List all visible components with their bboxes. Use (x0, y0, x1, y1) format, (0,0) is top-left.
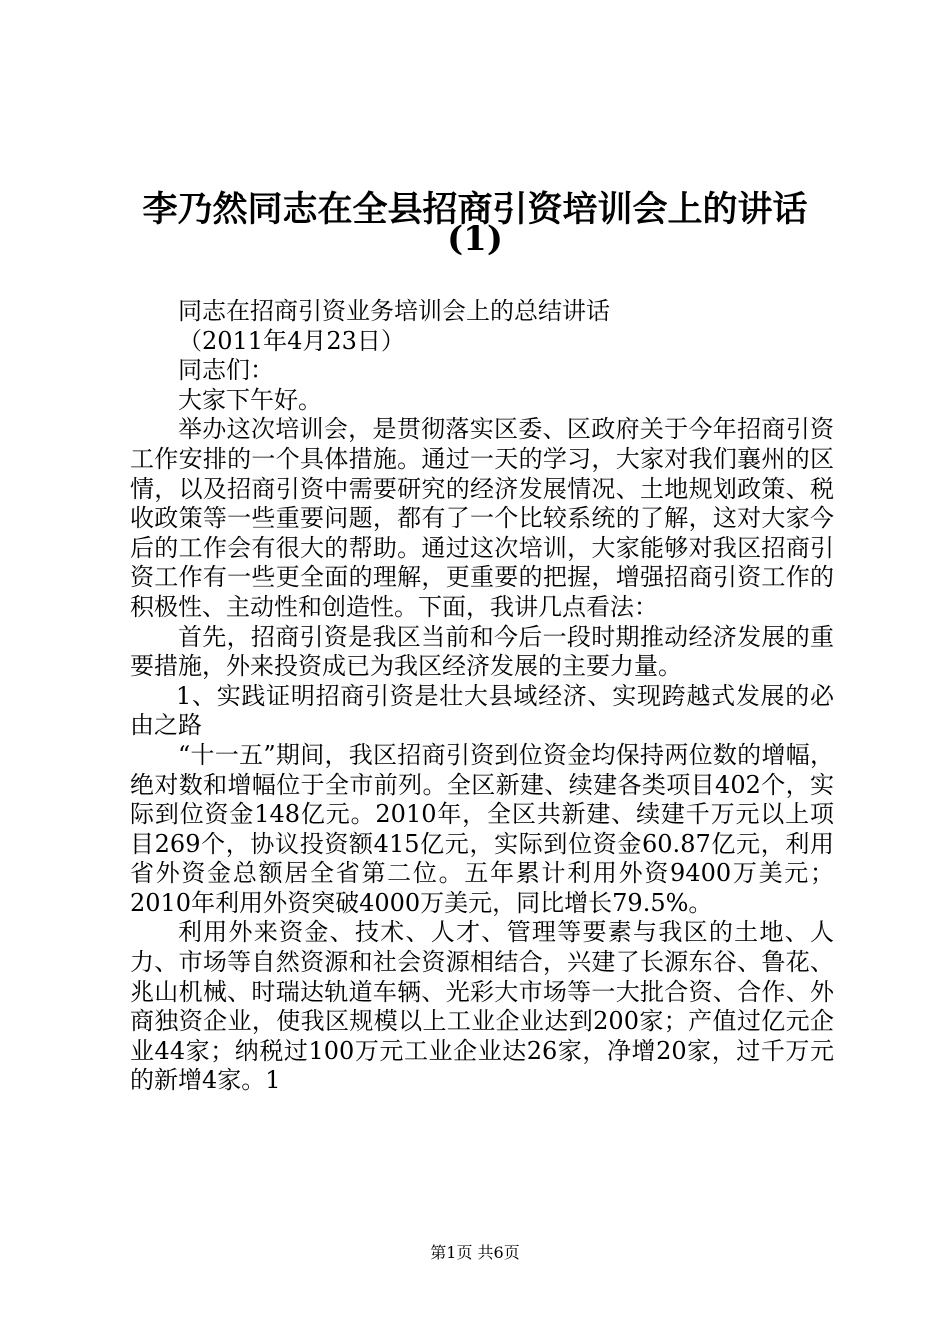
body-paragraph: 首先，招商引资是我区当前和今后一段时期推动经济发展的重要措施，外来投资成已为我区经济发展的主要力量。 (130, 622, 834, 681)
document-body (130, 297, 834, 1096)
subtitle-paragraph: 同志在招商引资业务培训会上的总结讲话 (178, 297, 610, 325)
salutation-paragraph: 同志们： (178, 356, 274, 385)
date-paragraph: （2011年4月23日） (178, 326, 405, 355)
document-title-suffix: (1) (447, 219, 503, 259)
body-paragraph: “十一五”期间，我区招商引资到位资金均保持两位数的增幅，绝对数和增幅位于全市前列。全区新建、续建各类项目402个，实际到位资金148亿元。2010年，全区共新建、续建千万元以上项目269个，协议投资额415亿元，实际到位资金60.87亿元，利用省外资金总额居全省第二位。五年累计利用外资9400万美元；2010年利用外资突破4000万美元，同比增长79.5%。 (130, 740, 834, 917)
body-paragraph: 利用外来资金、技术、人才、管理等要素与我区的土地、人力、市场等自然资源和社会资源相结合，兴建了长源东谷、鲁花、兆山机械、时瑞达轨道车辆、光彩大市场等一大批合资、合作、外商独资企业，使我区规模以上工业企业达到200家；产值过亿元企业44家；纳税过100万元工业企业达26家，净增20家，过千万元的新增4家。1 (130, 918, 834, 1095)
document-title: 李乃然同志在全县招商引资培训会上的讲话 (142, 189, 808, 230)
page-footer: 第1页 共6页 (430, 1243, 520, 1262)
section-heading: 1、实践证明招商引资是壮大县域经济、实现跨越式发展的必由之路 (130, 681, 834, 740)
greeting-paragraph: 大家下午好。 (178, 385, 322, 414)
body-paragraph: 举办这次培训会，是贯彻落实区委、区政府关于今年招商引资工作安排的一个具体措施。通过一天的学习，大家对我们襄州的区情，以及招商引资中需要研究的经济发展情况、土地规划政策、税收政策等一些重要问题，都有了一个比较系统的了解，这对大家今后的工作会有很大的帮助。通过这次培训，大家能够对我区招商引资工作有一些更全面的理解，更重要的把握，增强招商引资工作的积极性、主动性和创造性。下面，我讲几点看法： (130, 415, 834, 621)
